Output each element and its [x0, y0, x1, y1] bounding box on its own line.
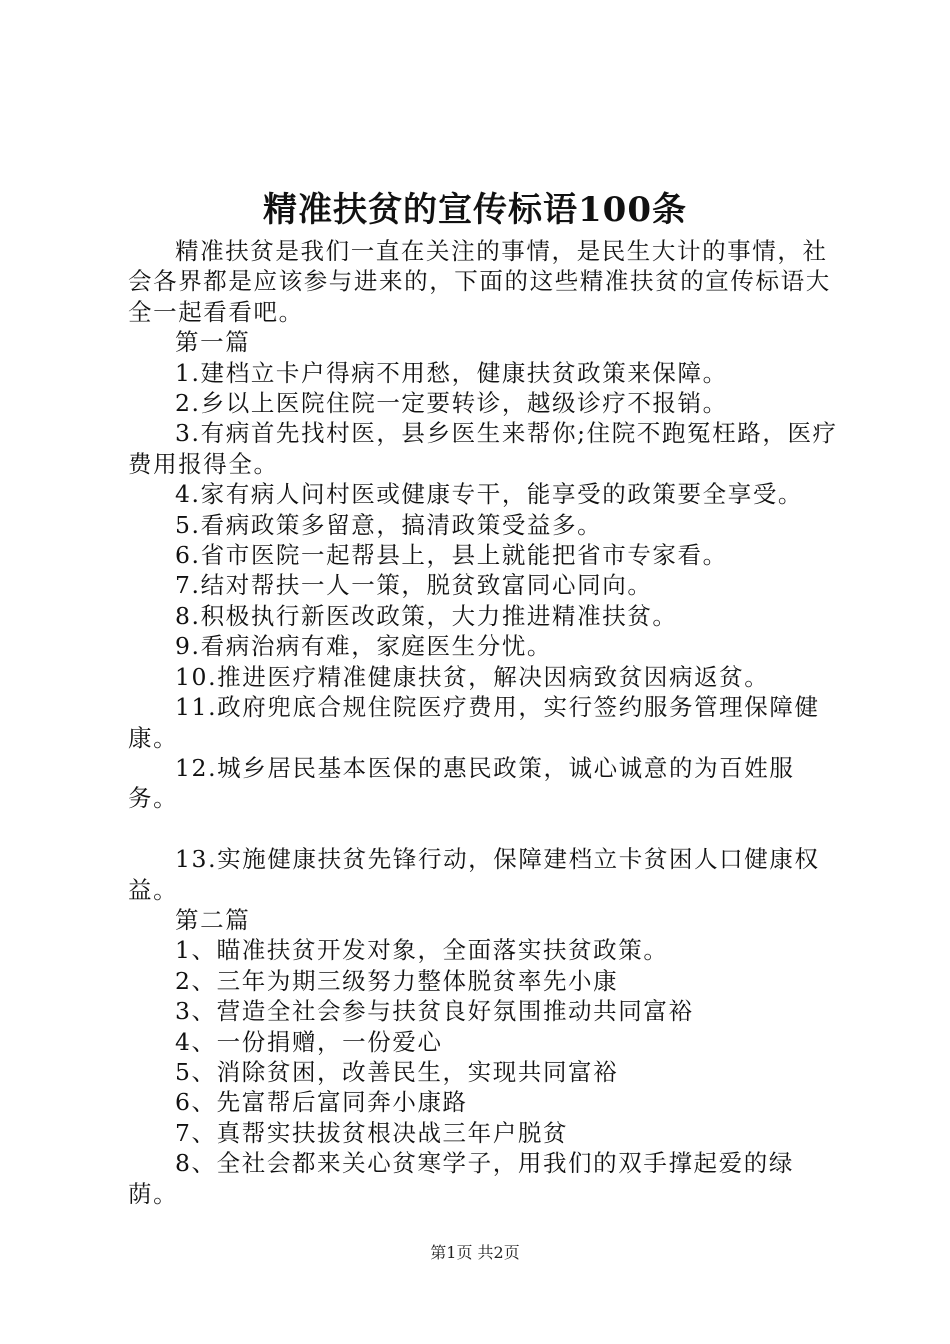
slogan-item: 13.实施健康扶贫先锋行动，保障建档立卡贫困人口健康权益。 [128, 845, 820, 904]
document-body [128, 236, 840, 1209]
slogan-item: 4、一份捐赠，一份爱心 [175, 1027, 443, 1056]
paragraph-gap [128, 814, 840, 844]
slogan-item: 3.有病首先找村医，县乡医生来帮你;住院不跑冤枉路，医疗费用报得全。 [128, 419, 838, 478]
page-footer: 第1页 共2页 [430, 1243, 520, 1262]
slogan-item: 6.省市医院一起帮县上，县上就能把省市专家看。 [175, 541, 728, 570]
slogan-item: 12.城乡居民基本医保的惠民政策，诚心诚意的为百姓服务。 [128, 753, 795, 813]
slogan-item: 8、全社会都来关心贫寒学子，用我们的双手撑起爱的绿荫。 [128, 1149, 794, 1208]
document-title: 精准扶贫的宣传标语100条 [263, 190, 687, 230]
slogan-item: 8.积极执行新医改政策，大力推进精准扶贫。 [175, 601, 678, 630]
slogan-item: 6、先富帮后富同奔小康路 [175, 1088, 468, 1117]
slogan-item: 4.家有病人问村医或健康专干，能享受的政策要全享受。 [175, 480, 804, 509]
slogan-item: 5.看病政策多留意，搞清政策受益多。 [175, 510, 603, 539]
intro-paragraph: 精准扶贫是我们一直在关注的事情，是民生大计的事情，社会各界都是应该参与进来的，下面的这些精准扶贫的宣传标语大全一起看看吧。 [128, 237, 831, 326]
slogan-item: 2、三年为期三级努力整体脱贫率先小康 [175, 966, 619, 995]
slogan-item: 5、消除贫困，改善民生，实现共同富裕 [175, 1057, 619, 1086]
slogan-item: 9.看病治病有难，家庭医生分忧。 [175, 632, 553, 661]
slogan-item: 2.乡以上医院住院一定要转诊，越级诊疗不报销。 [175, 389, 728, 418]
slogan-item: 7.结对帮扶一人一策，脱贫致富同心同向。 [175, 571, 653, 600]
slogan-item: 1、瞄准扶贫开发对象，全面落实扶贫政策。 [175, 936, 669, 965]
slogan-item: 10.推进医疗精准健康扶贫，解决因病致贫因病返贫。 [175, 662, 770, 691]
slogan-item: 11.政府兜底合规住院医疗费用，实行签约服务管理保障健康。 [128, 693, 820, 752]
slogan-item: 7、真帮实扶拔贫根决战三年户脱贫 [175, 1118, 569, 1147]
slogan-item: 3、营造全社会参与扶贫良好氛围推动共同富裕 [175, 997, 694, 1026]
slogan-item: 1.建档立卡户得病不用愁，健康扶贫政策来保障。 [175, 358, 728, 387]
section-heading-1: 第一篇 [175, 328, 251, 357]
section-heading-2: 第二篇 [175, 905, 251, 934]
